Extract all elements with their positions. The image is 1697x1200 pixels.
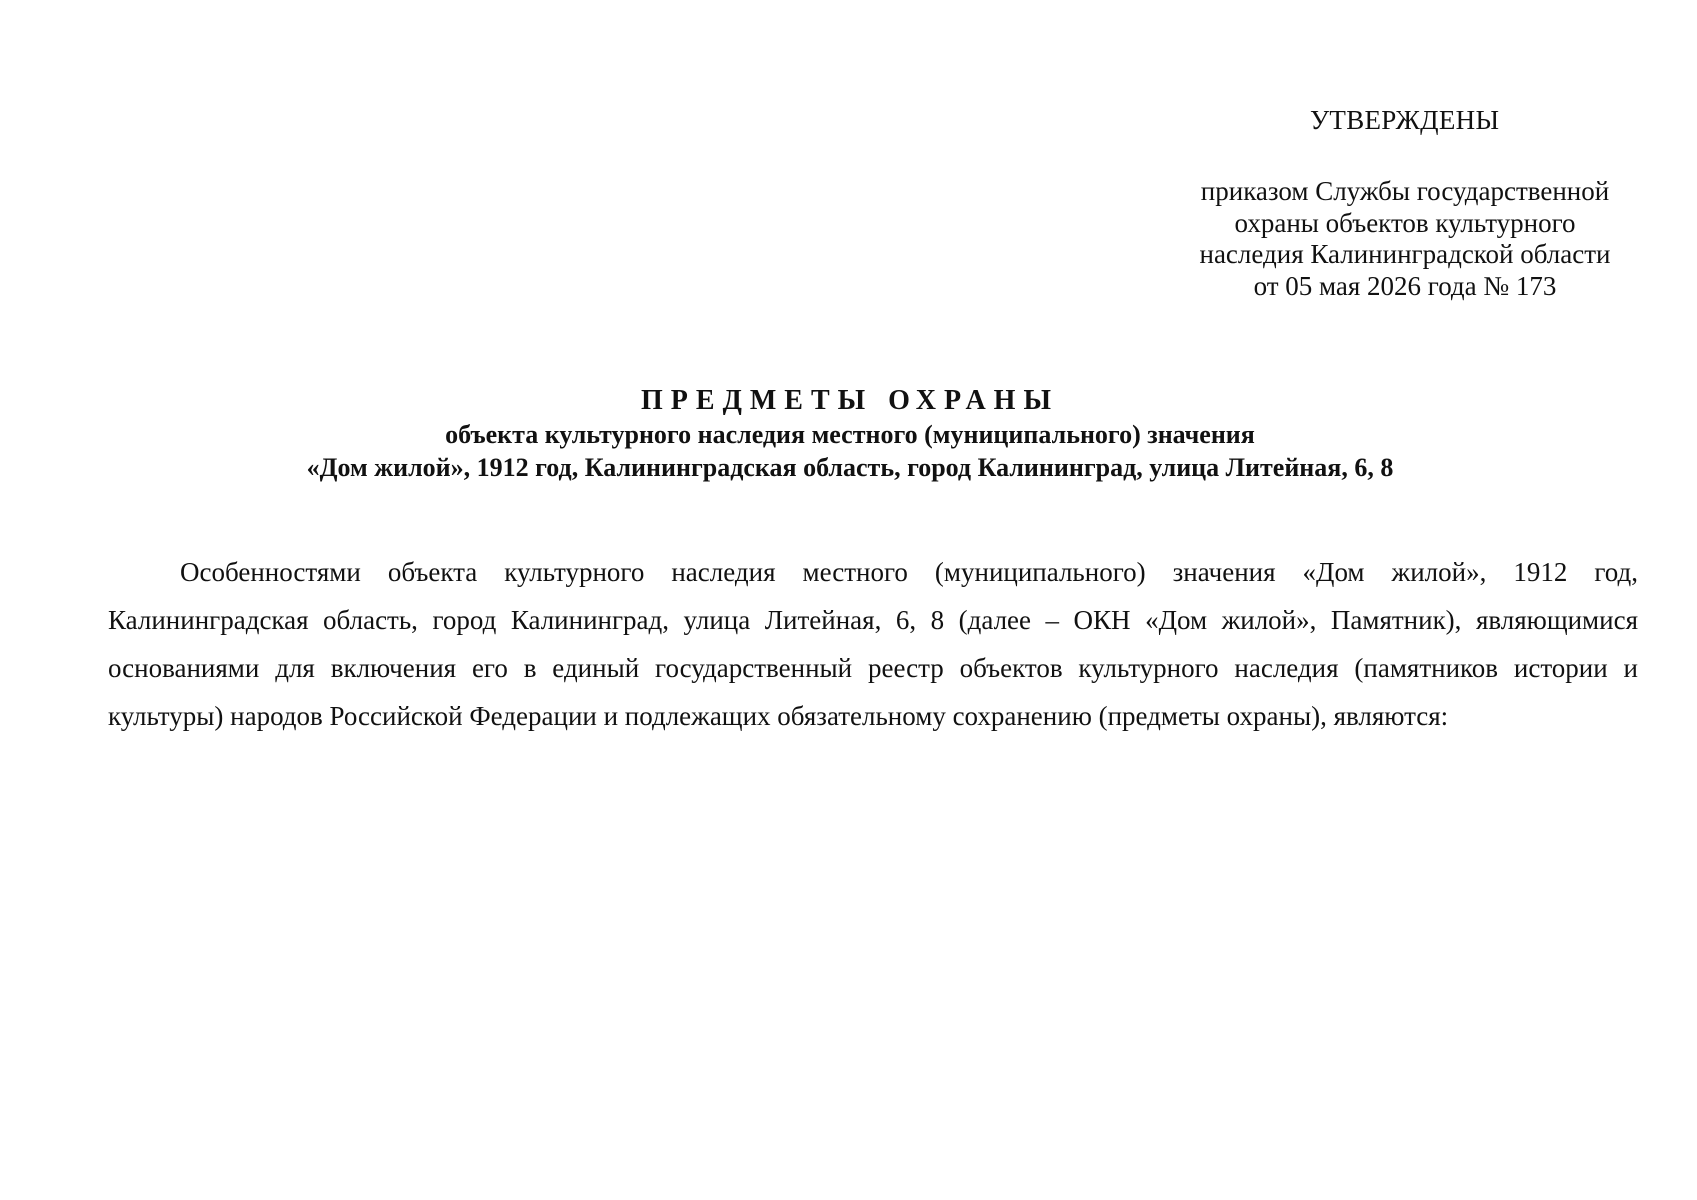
approval-date-number: от 05 мая 2026 года № 173 bbox=[1253, 270, 1557, 301]
approval-heading: УТВЕРЖДЕНЫ bbox=[1310, 105, 1500, 135]
approval-line: наследия Калининградской области bbox=[1199, 239, 1611, 269]
approval-line: охраны объектов культурного bbox=[1234, 207, 1576, 238]
body-paragraph: Особенностями объекта культурного наследия местного (муниципального) значения «Дом жилой», 1912 год, Калининградская область, город Калининград, улица Литейная, 6, 8 (далее – ОКН «Дом жилой», Памятник), являющимися основаниями для включения его в единый государственный реестр объектов культурного наследия (памятников истории и культуры) народов Российской Федерации и подлежащих обязательному сохранению (предметы охраны), являются: bbox=[108, 557, 1638, 731]
document-subtitle-line: объекта культурного наследия местного (муниципального) значения bbox=[445, 420, 1255, 449]
document-subtitle-line: «Дом жилой», 1912 год, Калининградская область, город Калининград, улица Литейная, 6, 8 bbox=[306, 453, 1394, 482]
approval-line: приказом Службы государственной bbox=[1200, 176, 1610, 206]
document-title: ПРЕДМЕТЫ ОХРАНЫ bbox=[641, 385, 1059, 416]
approval-order-reference bbox=[1170, 176, 1640, 302]
document-title-block bbox=[100, 384, 1600, 484]
